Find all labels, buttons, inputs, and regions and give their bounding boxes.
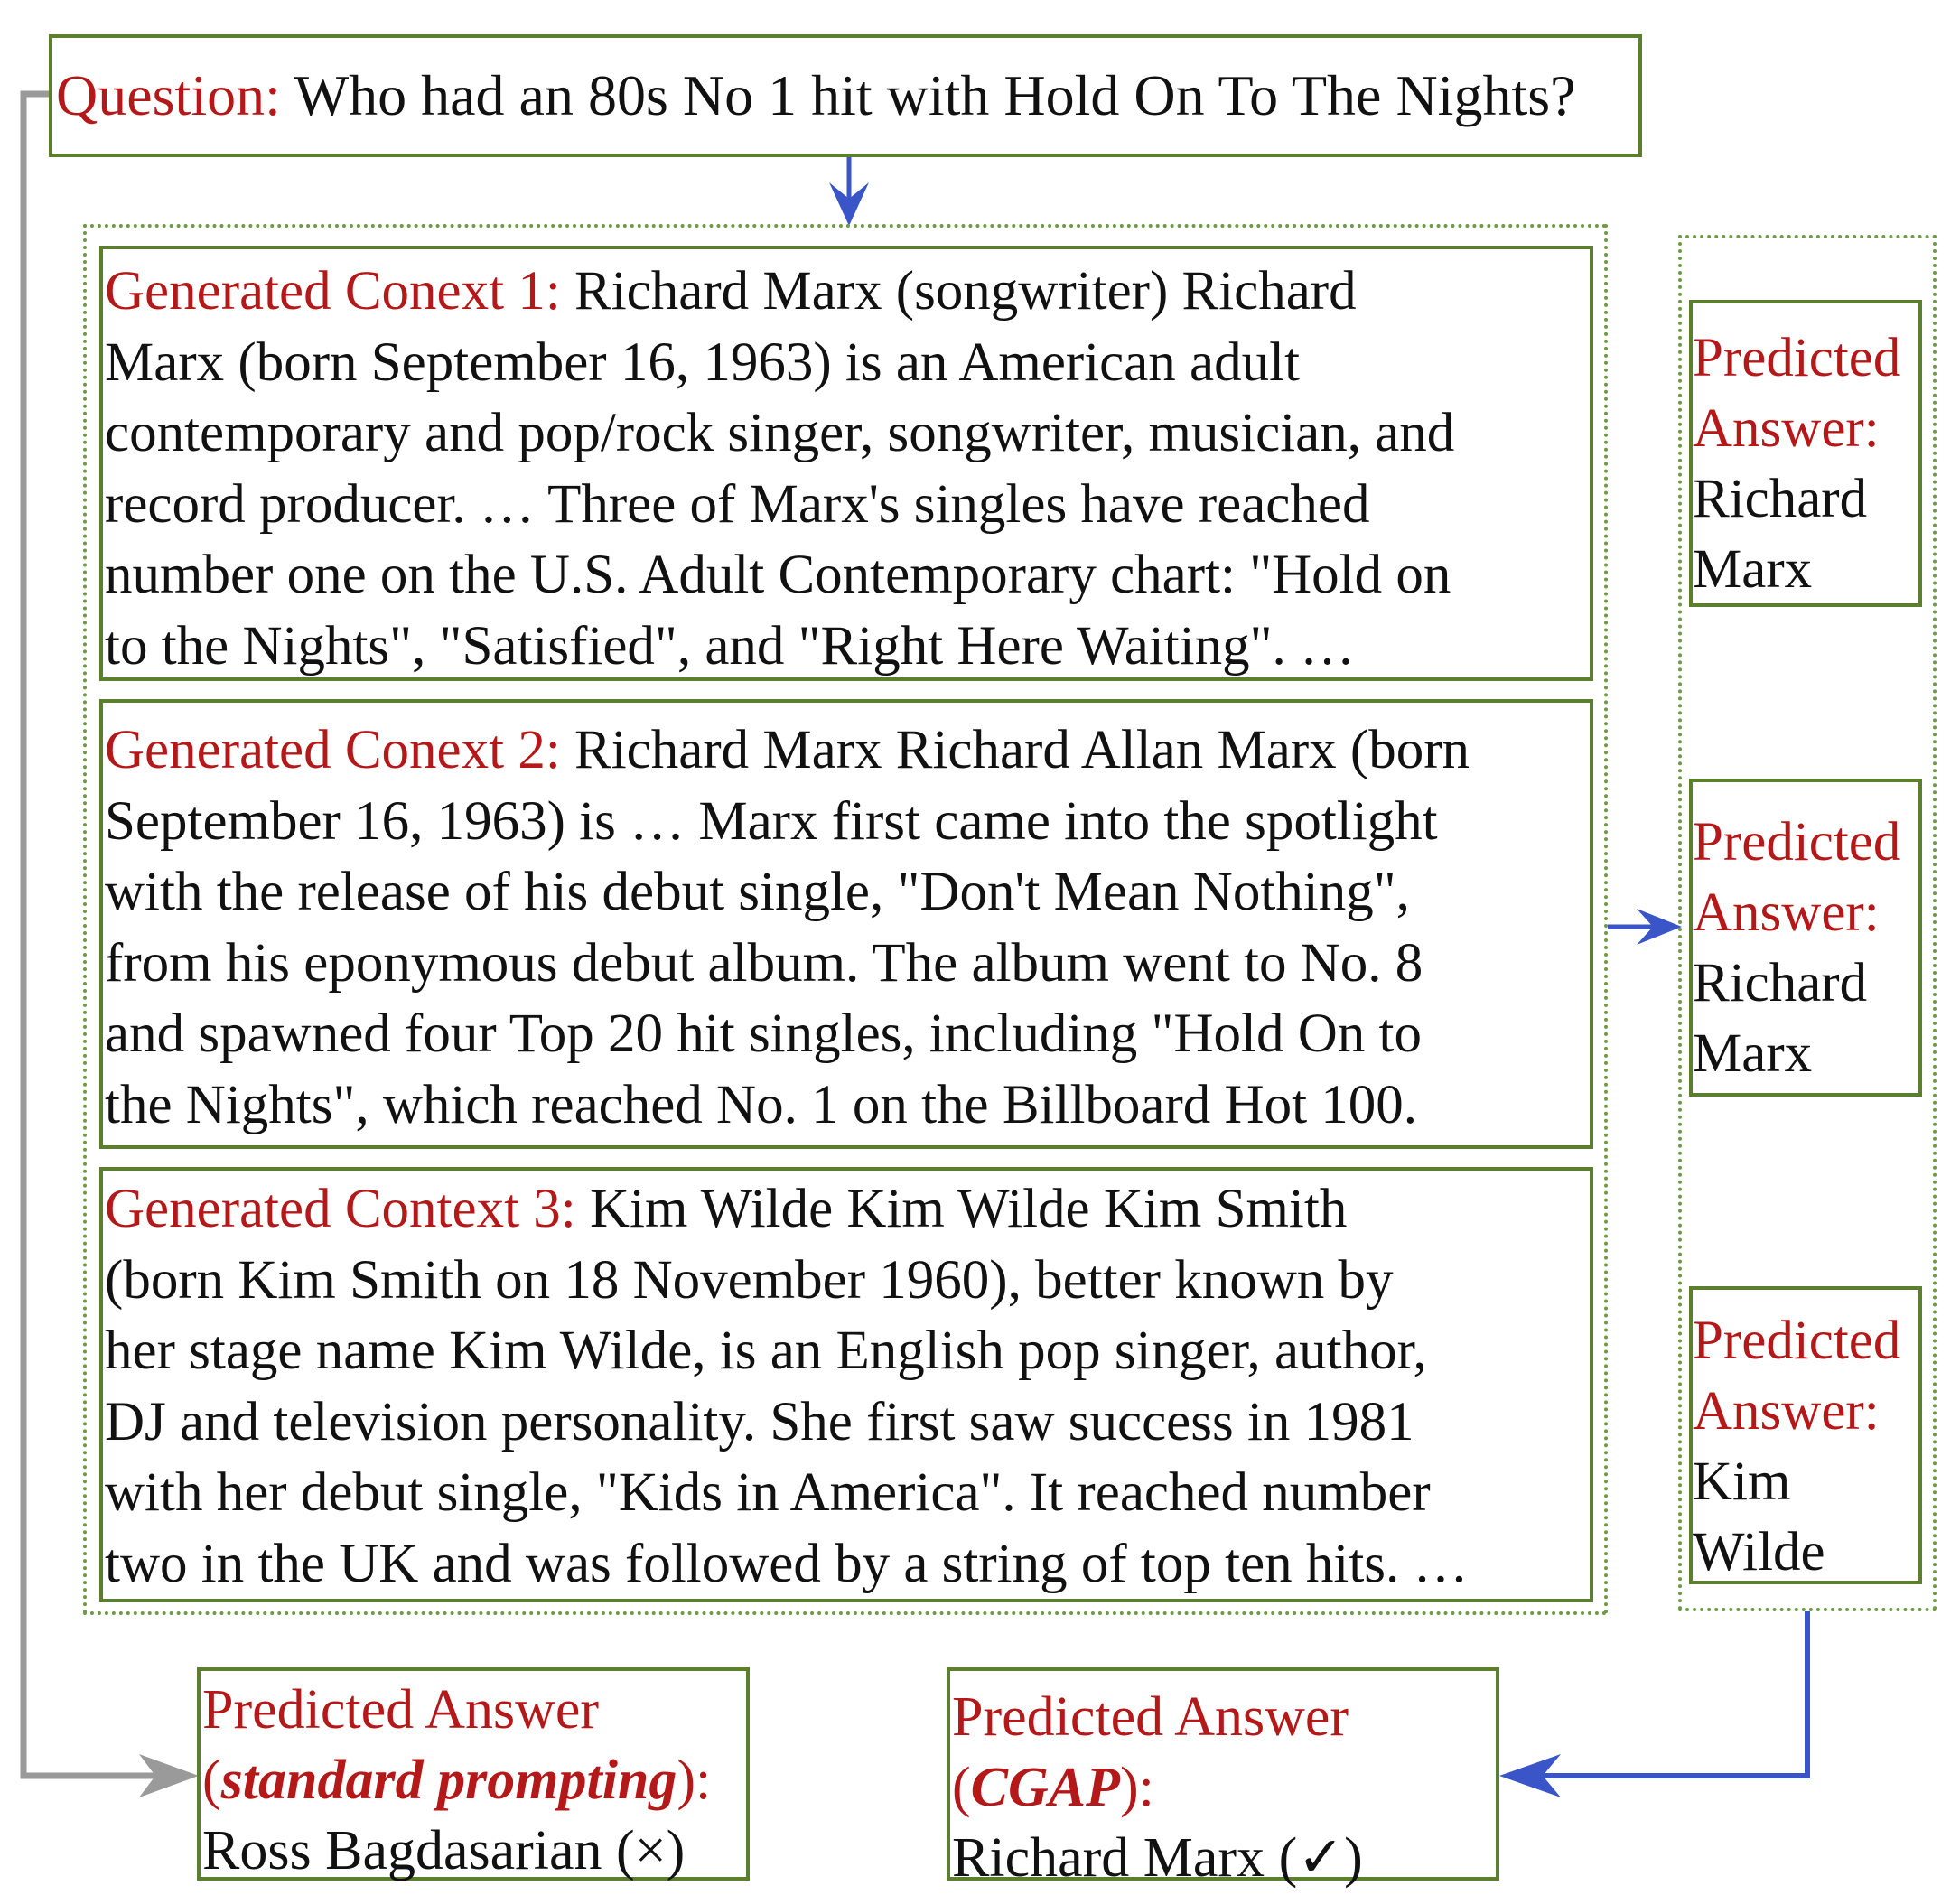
context-label-2: Generated Conext 2: — [105, 720, 561, 780]
predicted-answer-box-3 — [1689, 1286, 1922, 1584]
context-line: September 16, 1963) is … Marx first came into the spotlight — [105, 790, 1438, 852]
context-line: two in the UK and was followed by a string of top ten hits. … — [105, 1533, 1469, 1594]
context-line: contemporary and pop/rock singer, songwriter, musician, and — [105, 403, 1455, 464]
predicted-answer-value: Wilde — [1693, 1522, 1825, 1582]
context-label-1: Generated Conext 1: — [105, 261, 561, 322]
context-line: (born Kim Smith on 18 November 1960), better known by — [105, 1249, 1394, 1311]
standard-prompting-text — [201, 1671, 746, 1886]
context-box-3 — [99, 1167, 1593, 1602]
predicted-answer-label: Answer: — [1693, 882, 1880, 943]
predicted-answer-value: Marx — [1693, 539, 1813, 600]
question-text — [56, 63, 1576, 128]
question-label: Question: — [56, 63, 281, 127]
predicted-answer-text-3 — [1693, 1290, 1918, 1588]
context-label-3: Generated Context 3: — [105, 1179, 576, 1239]
context-line: record producer. … Three of Marx's singles have reached — [105, 473, 1370, 535]
predicted-answer-value: Richard — [1693, 469, 1868, 529]
predicted-answer-box-1 — [1689, 300, 1922, 607]
standard-prompting-box — [197, 1667, 750, 1881]
context-line: Richard Marx (songwriter) Richard — [560, 261, 1357, 322]
context-text-2 — [103, 703, 1590, 1142]
standard-method: standard prompting — [220, 1750, 677, 1811]
standard-label: Predicted Answer — [202, 1679, 600, 1741]
check-mark-icon: (✓) — [1278, 1827, 1363, 1889]
cgap-method: CGAP — [970, 1757, 1121, 1818]
predicted-answer-value: Richard — [1693, 953, 1868, 1013]
context-line: with the release of his debut single, "Don't Mean Nothing", — [105, 862, 1410, 923]
predicted-answer-label: Answer: — [1693, 1381, 1880, 1442]
wrong-mark-icon: (×) — [616, 1820, 686, 1881]
context-line: Kim Wilde Kim Wilde Kim Smith — [575, 1179, 1348, 1239]
standard-close: ): — [677, 1750, 712, 1811]
cgap-open-paren: ( — [952, 1757, 971, 1818]
cgap-box — [947, 1667, 1499, 1889]
standard-answer: Ross Bagdasarian — [202, 1820, 602, 1881]
predicted-answer-box-2 — [1689, 779, 1922, 1097]
predicted-answer-label: Predicted — [1693, 328, 1901, 388]
context-line: Marx (born September 16, 1963) is an American adult — [105, 331, 1301, 393]
predicted-answer-label: Predicted — [1693, 1311, 1901, 1371]
context-box-1 — [99, 246, 1593, 681]
contexts-to-answers-arrow — [1608, 909, 1682, 945]
question-body: Who had an 80s No 1 hit with Hold On To The Nights? — [294, 63, 1576, 127]
predicted-answer-label: Answer: — [1693, 398, 1880, 459]
cgap-answer: Richard Marx — [952, 1827, 1265, 1889]
cgap-text — [950, 1671, 1496, 1893]
predicted-answer-label: Predicted — [1693, 812, 1901, 873]
context-text-3 — [103, 1171, 1590, 1601]
context-line: DJ and television personality. She first saw success in 1981 — [105, 1391, 1414, 1452]
context-line: number one on the U.S. Adult Contemporary chart: "Hold on — [105, 545, 1451, 606]
context-line: and spawned four Top 20 hit singles, including "Hold On to — [105, 1004, 1422, 1065]
predicted-answer-text-2 — [1693, 782, 1918, 1089]
cgap-close: ): — [1120, 1757, 1154, 1818]
predicted-answer-value: Marx — [1693, 1023, 1813, 1084]
context-text-1 — [103, 249, 1590, 683]
context-box-2 — [99, 699, 1593, 1149]
standard-open-paren: ( — [202, 1750, 221, 1811]
question-box — [49, 34, 1642, 157]
question-to-contexts-arrow — [829, 155, 869, 226]
context-line: with her debut single, "Kids in America". It reached number — [105, 1462, 1431, 1524]
cgap-label: Predicted Answer — [952, 1686, 1349, 1748]
predicted-answer-text-1 — [1693, 303, 1918, 605]
context-line: the Nights", which reached No. 1 on the Billboard Hot 100. — [105, 1074, 1418, 1135]
context-line: her stage name Kim Wilde, is an English pop singer, author, — [105, 1321, 1427, 1382]
context-line: from his eponymous debut album. The album went to No. 8 — [105, 932, 1423, 994]
context-line: to the Nights", "Satisfied", and "Right Here Waiting". … — [105, 615, 1356, 677]
answers-to-cgap-arrow — [1499, 1611, 1807, 1797]
context-line: Richard Marx Richard Allan Marx (born — [560, 720, 1470, 780]
predicted-answer-value: Kim — [1693, 1452, 1791, 1512]
